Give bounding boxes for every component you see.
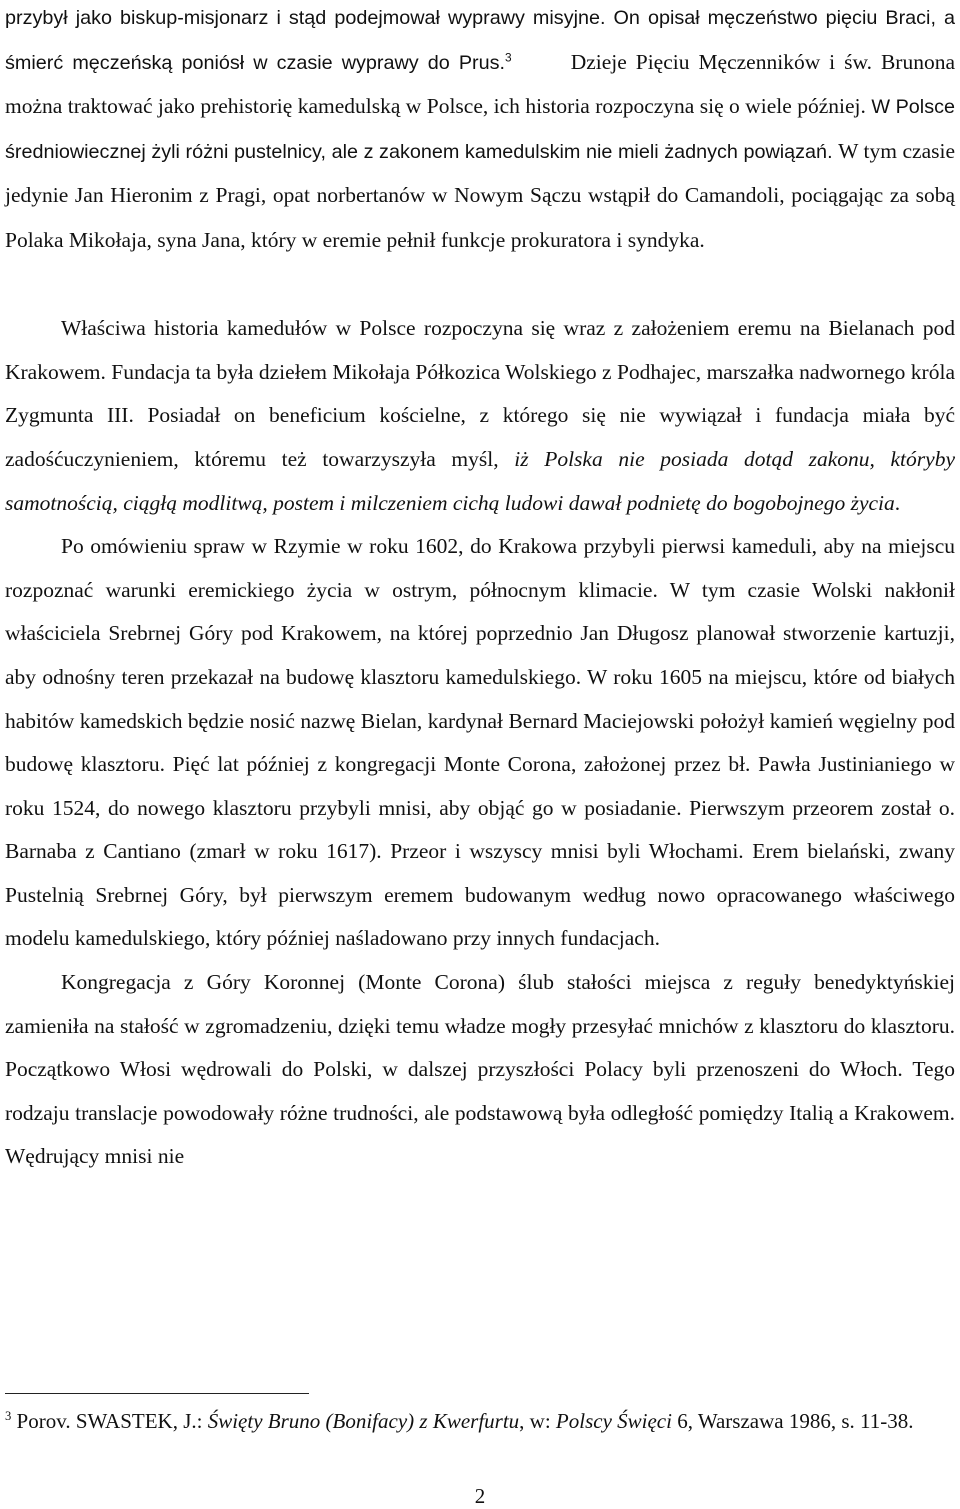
paragraph-1 <box>5 0 955 264</box>
paragraph-2-end: . <box>894 490 901 515</box>
page-number: 2 <box>474 1484 486 1508</box>
footnote-text-b: , w: <box>519 1409 556 1433</box>
paragraph-3: Po omówieniu spraw w Rzymie w roku 1602, do Krakowa przybyli pierwsi kameduli, aby na miejscu rozpoznać warunki eremickiego życia w ostrym, północnym klimacie. W tym czasie Wolski nakłonił właściciela Srebrnej Góry pod Krakowem, na której poprzednio Jan Długosz planował stworzenie kartuzji, aby odnośny teren przekazał na budowę klasztoru kamedulskiego. W roku 1605 na miejscu, które od białych habitów kamedskich będzie nosić nazwę Bielan, kardynał Bernard Maciejowski położył kamień węgielny pod budowę klasztoru. Pięć lat później z kongregacji Monte Corona, założonej przez bł. Pawła Justinianiego w roku 1524, do nowego klasztoru przybyli mnisi, aby objąć go w posiadanie. Pierwszym przeorem został o. Barnaba z Cantiano (zmarł w roku 1617). Przeor i wszyscy mnisi byli Włochami. Erem bielański, zwany Pustelnią Srebrnej Góry, był pierwszym eremem budowanym według nowo opracowanego właściwego modelu kamedulskiego, który później naśladowano przy innych fundacjach. <box>5 534 955 951</box>
paragraph-1-continuation: Dzieje Pięciu Męczenników i św. Brunona można traktować jako prehistorię kamedulską w Polsce, ich historia rozpoczyna się o wiele później. <box>5 49 955 119</box>
paragraph-2-text: Właściwa historia kamedułów w Polsce rozpoczyna się wraz z założeniem eremu na Bielanach pod Krakowem. Fundacja ta była dziełem Mikołaja Półkozica Wolskiego z Podhajec, marszałka nadwornego króla Zygmunta III. Posiadał on beneficium kościelne, z którego się nie wywiązał i fundacja miała być zadośćuczynieniem, któremu też towarzyszyła myśl, <box>5 316 955 471</box>
paragraph-1-sentence-jan: W tym czasie jedynie Jan Hieronim z Pragi, opat norbertanów w Nowym Sączu wstąpił do Camandoli, pociągając za sobą Polaka Mikołaja, syna Jana, który w eremie pełnił funkcje prokuratora i syndyka. <box>5 138 955 252</box>
footnote-reference[interactable]: 3 <box>505 50 512 64</box>
footnote-title: Święty Bruno (Bonifacy) z Kwerfurtu <box>207 1409 520 1433</box>
footnote-number: 3 <box>5 1409 12 1423</box>
footnote-separator <box>5 1393 309 1394</box>
paragraph-1-sentence-poland: W Polsce średniowiecznej żyli różni pustelnicy, ale z zakonem kamedulskim nie mieli żadnych powiązań. <box>5 96 955 163</box>
paragraph-1-opening: przybył jako biskup-misjonarz i stąd podejmował wyprawy misyjne. On opisał męczeństwo pięciu Braci, a śmierć męczeńską poniósł w czasie wyprawy do Prus. <box>5 7 955 74</box>
paragraph-2-quote: iż Polska nie posiada dotąd zakonu, któryby samotnością, ciągłą modlitwą, postem i milczeniem cichą ludowi dawał podnietę do bogobojnego życia <box>5 446 955 515</box>
paragraph-2 <box>5 307 955 525</box>
body-text <box>5 0 955 1179</box>
footnote <box>5 1406 955 1436</box>
footnote-series: Polscy Święci <box>555 1409 672 1433</box>
footnote-text-a: Porov. SWASTEK, J.: <box>11 1409 208 1433</box>
footnote-text-c: 6, Warszawa 1986, s. 11-38. <box>671 1409 914 1433</box>
paragraph-4: Kongregacja z Góry Koronnej (Monte Corona) ślub stałości miejsca z reguły benedyktyńskiej zamieniła na stałość w zgromadzeniu, dzięki temu władze mogły przesyłać mnichów z klasztoru do klasztoru. Początkowo Włosi wędrowali do Polski, w dalszej przyszłości Polacy byli przenoszeni do Włoch. Tego rodzaju translacje powodowały różne trudności, ale podstawową była odległość pomiędzy Italią a Krakowem. Wędrujący mnisi nie <box>5 970 955 1169</box>
